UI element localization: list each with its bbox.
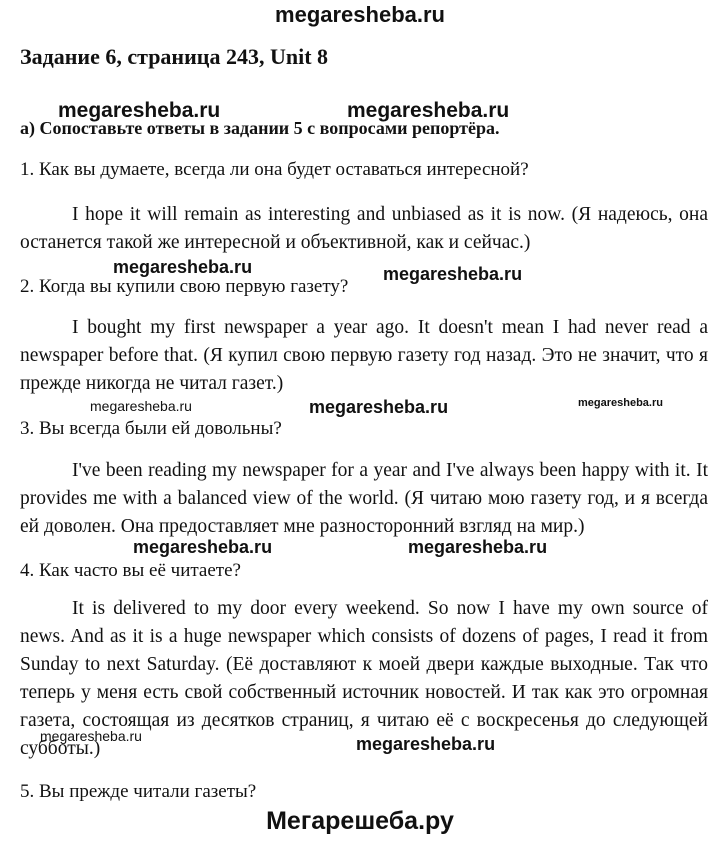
answer-2: I bought my first newspaper a year ago. It doesn't mean I had never read a newspaper before that. (Я купил свою первую газету год назад. Это не значит, что я прежде никогда не читал газет.) [20,317,708,394]
watermark: megaresheba.ru [347,99,510,122]
answer-3: I've been reading my newspaper for a year and I've always been happy with it. It provides me with a balanced view of the world. (Я читаю мою газету год, и я всегда ей доволен. Она предоставляет мне разносторонний взгляд на мир.) [20,460,708,537]
watermark: megaresheba.ru [90,398,192,414]
task-instruction: a) Сопоставьте ответы в задании 5 с вопросами репортёра. [20,118,500,138]
watermark: megaresheba.ru [58,99,221,122]
watermark: megaresheba.ru [40,728,142,744]
question-2: 2. Когда вы купили свою первую газету? [20,276,349,297]
watermark: megaresheba.ru [133,537,273,557]
answer-1: I hope it will remain as interesting and unbiased as it is now. (Я надеюсь, она останется такой же интересной и объективной, как и сейчас.) [20,204,708,253]
question-4: 4. Как часто вы её читаете? [20,560,241,581]
watermark: megaresheba.ru [309,397,449,417]
page-title: Задание 6, страница 243, Unit 8 [20,44,329,69]
question-1: 1. Как вы думаете, всегда ли она будет оставаться интересной? [20,159,529,180]
watermark: megaresheba.ru [383,264,523,284]
question-3: 3. Вы всегда были ей довольны? [20,418,282,439]
question-5: 5. Вы прежде читали газеты? [20,781,257,802]
answer-4: It is delivered to my door every weekend. So now I have my own source of news. And as it is a huge newspaper which consists of dozens of pages, I read it from Sunday to next Saturday. (Её доставляют к моей двери каждые выходные. Так что теперь у меня есть свой собственный источник новостей. И так как это огромная газета, состоящая из десятков страниц, я читаю её с воскресенья до следующей субботы.) [20,598,708,759]
site-footer[interactable]: Мегарешеба.ру [266,807,454,835]
watermark: megaresheba.ru [408,537,548,557]
watermark: megaresheba.ru [113,257,253,277]
watermark: megaresheba.ru [578,397,663,409]
watermark: megaresheba.ru [356,734,496,754]
site-header[interactable]: megaresheba.ru [275,2,445,27]
